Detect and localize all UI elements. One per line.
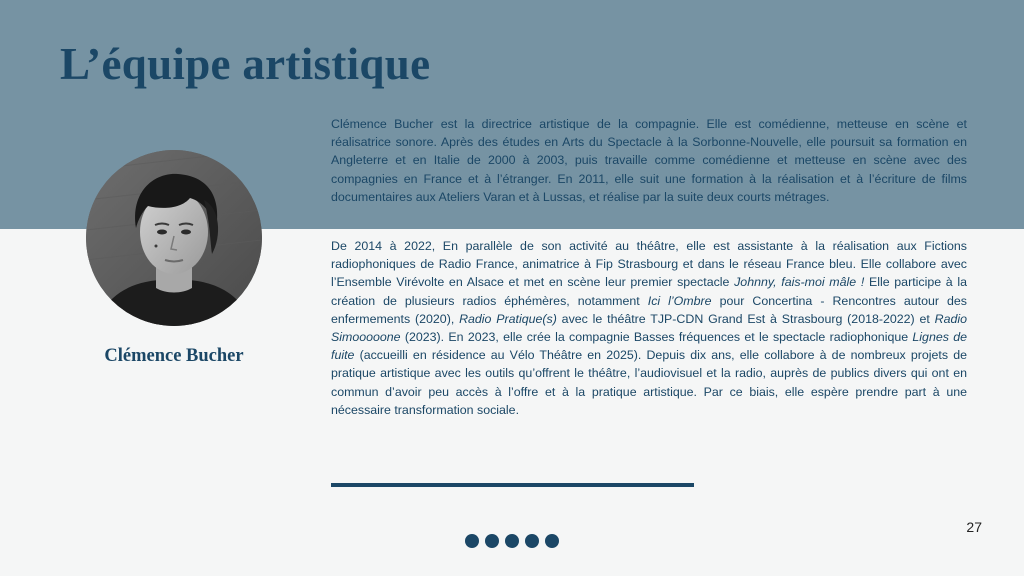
pagination-dot	[505, 534, 519, 548]
bio-text: De 2014 à 2022, En parallèle de son activité au théâtre, elle est assistante à la réalisation aux Fictions radiophoniques de Radio France, animatrice à Fip Strasbourg et dans le réseau France bleu. Elle collabore avec l’Ensemble Virévolte en Alsace et met en scène leur premier spectacle	[331, 239, 967, 290]
show-title: Johnny, fais-moi mâle !	[734, 275, 865, 290]
radio-title: Radio Pratique(s)	[459, 311, 557, 326]
person-name: Clémence Bucher	[104, 346, 244, 366]
bio-text: Elle participe à la création de plusieurs radios éphémères, notamment	[331, 275, 967, 308]
divider-line	[331, 483, 694, 487]
bio-text: avec le théâtre TJP-CDN Grand Est à Strasbourg (2018-2022) et	[556, 311, 935, 326]
bio-text: (2023). En 2023, elle crée la compagnie Basses fréquences et le spectacle radiophonique	[400, 330, 913, 345]
portrait-illustration	[86, 150, 262, 326]
pagination-dot	[525, 534, 539, 548]
bio-text: (accueilli en résidence au Vélo Théâtre en 2025). Depuis dix ans, elle collabore à de nombreux projets de pratique artistique avec les outils qu’offrent le théâtre, l’audiovisuel et la radio, auprès de publics divers qui ont en commun d’avoir peu accès à l’offre et à la pratique artistique. Par ce biais, elle espère prendre part à une nécessaire transformation sociale.	[331, 348, 967, 417]
page-title: L’équipe artistique	[60, 39, 431, 89]
show-title: Lignes de fuite	[331, 330, 967, 363]
pagination-dot	[465, 534, 479, 548]
portrait-photo	[86, 150, 262, 326]
radio-title: Radio Simooooone	[331, 311, 968, 345]
radio-title: Ici l’Ombre	[647, 293, 712, 308]
bio-paragraph-1: Clémence Bucher est la directrice artistique de la compagnie. Elle est comédienne, metteuse en scène et réalisatrice sonore. Après des études en Arts du Spectacle à la Sorbonne-Nouvelle, elle poursuit sa formation en Angleterre et en Italie de 2000 à 2003, puis travaille comme comédienne et metteuse en scène avec des compagnies en France et à l’étranger. En 2011, elle suit une formation à la réalisation et à l’écriture de films documentaires aux Ateliers Varan et à Lussas, et réalise par la suite deux courts métrages.	[331, 117, 967, 204]
bio-paragraph-2	[331, 237, 967, 419]
pagination-dots	[465, 534, 559, 548]
page-number: 27	[966, 519, 982, 535]
bio-text: pour Concertina - Rencontres autour des enfermements (2020),	[331, 293, 967, 326]
pagination-dot	[545, 534, 559, 548]
pagination-dot	[485, 534, 499, 548]
